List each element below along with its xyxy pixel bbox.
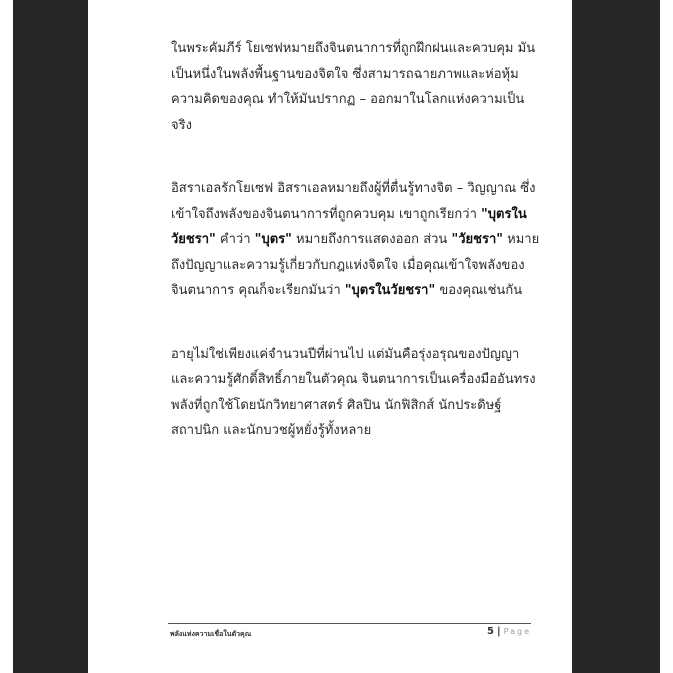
text-run: หมายถึงการแสดงออก ส่วน [291, 232, 452, 247]
emphasized-term: "บุตรในวัยชรา" [344, 283, 436, 298]
text-run: หมายถึงปัญญาและความรู้เกี่ยวกับกฎแห่งจิตใจ เมื่อคุณเข้าใจพลังของจินตนาการ คุณก็จะเรียกมันว่า [171, 232, 540, 298]
footer-page-indicator [487, 626, 531, 637]
document-page [88, 0, 572, 673]
footer-book-title: พลังแห่งความเชื่อในตัวคุณ [170, 630, 252, 638]
page-label: Page [503, 627, 531, 636]
text-run: อิสราเอลรักโยเซฟ อิสราเอลหมายถึงผู้ที่ตื่นรู้ทางจิต – วิญญาณ ซึ่งเข้าใจถึงพลังของจินตนาการที่ถูกควบคุม เขาถูกเรียกว่า [171, 181, 536, 222]
page-number: 5 [487, 626, 494, 637]
paragraph [171, 342, 541, 444]
text-run: อายุไม่ใช่เพียงแค่จำนวนปีที่ผ่านไป แต่มันคือรุ่งอรุณของปัญญาและความรู้ศักดิ์สิทธิ์ภายในตัวคุณ จินตนาการเป็นเครื่องมืออันทรงพลังที่ถูกใช้โดยนักวิทยาศาสตร์ ศิลปิน นักฟิสิกส์ นักประดิษฐ์ สถาปนิก และนักบวชผู้หยั่งรู้ทั้งหลาย [171, 346, 536, 438]
text-run: คำว่า [215, 232, 255, 247]
footer-divider [168, 623, 531, 624]
paragraph [171, 36, 541, 138]
emphasized-term: "วัยชรา" [451, 232, 504, 247]
paragraph [171, 176, 541, 304]
emphasized-term: "บุตรในวัยชรา" [171, 206, 527, 247]
text-run: ในพระคัมภีร์ โยเซฟหมายถึงจินตนาการที่ถูกฝึกฝนและควบคุม มันเป็นหนึ่งในพลังพื้นฐานของจิตใจ ซึ่งสามารถฉายภาพและห่อหุ้มความคิดของคุณ ทำให้มันปรากฏ – ออกมาในโลกแห่งความเป็นจริง [171, 41, 536, 133]
emphasized-term: "บุตร" [254, 232, 292, 247]
page-separator: | [496, 626, 501, 637]
page-body [171, 36, 541, 444]
text-run: ของคุณเช่นกัน [435, 283, 523, 298]
